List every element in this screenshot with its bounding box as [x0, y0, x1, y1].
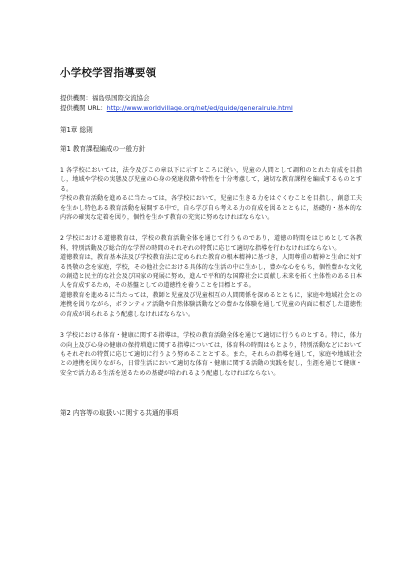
provider-url-line — [60, 103, 362, 113]
paragraph-2: 2 学校における道徳教育は，学校の教育活動全体を通じて行うものであり，道徳の時間をはじめとして各教科，特別活動及び総合的な学習の時間のそれぞれの特質に応じて適切な指導を行わなければならない。 — [60, 235, 362, 252]
document-page — [60, 66, 362, 418]
section-heading-1: 第1 教育課程編成の一般方針 — [60, 145, 146, 153]
paragraph-3: 3 学校における体育・健康に関する指導は，学校の教育活動全体を通じて適切に行うものとする。特に，体力の向上及び心身の健康の保持増進に関する指導については，体育科の時間はもとより，特別活動などにおいてもそれぞれの特質に応じて適切に行うよう努めることとする。また，それらの指導を通して，家庭や地域社会との連携を図りながら，日常生活において適切な体育・健康に関する活動の実践を促し，生涯を通じて健康・安全で活力ある生活を送るための基礎が培われるよう配慮しなければならない。 — [60, 332, 362, 377]
paragraph-2c: 道徳教育を進めるに当たっては，教師と児童及び児童相互の人間関係を深めるとともに，家庭や地域社会との連携を図りながら，ボランティア活動や自然体験活動などの豊かな体験を通して児童の内面に根ざした道徳性の育成が図られるよう配慮しなければならない。 — [60, 291, 362, 318]
provider-url-link[interactable]: http://www.worldvillage.org/net/ed/guide/generalrule.html — [106, 104, 293, 112]
paragraph-1b: 学校の教育活動を進めるに当たっては，各学校において，児童に生きる力をはぐくむことを目指し，創意工夫を生かし特色ある教育活動を展開する中で，自ら学び自ら考える力の育成を図るとともに，基礎的・基本的な内容の確実な定着を図り，個性を生かす教育の充実に努めなければならない。 — [60, 195, 362, 222]
provider-line: 提供機関：福島県国際交流協会 — [60, 94, 150, 102]
paragraph-block-1 — [60, 166, 362, 222]
chapter-heading: 第1章 総則 — [60, 126, 93, 134]
paragraph-block-2 — [60, 234, 362, 319]
paragraph-2b: 道徳教育は，教育基本法及び学校教育法に定められた教育の根本精神に基づき，人間尊重の精神と生命に対する畏敬の念を家庭，学校，その他社会における具体的な生活の中に生かし，豊かな心をもち，個性豊かな文化の創造と民主的な社会及び国家の発展に努め，進んで平和的な国際社会に貢献し未来を拓く主体性のある日本人を育成するため，その基盤としての道徳性を養うことを目標とする。 — [60, 254, 362, 290]
paragraph-block-3 — [60, 331, 362, 378]
paragraph-1: 1 各学校においては，法令及びこの章以下に示すところに従い，児童の人間として調和のとれた育成を目指し，地域や学校の実態及び児童の心身の発達段階や特性を十分考慮して，適切な教育課程を編成するものとする。 — [60, 167, 362, 193]
provider-url-label: 提供機関 URL： — [60, 104, 107, 112]
section-heading-2: 第2 内容等の取扱いに関する共通的事項 — [60, 409, 179, 418]
document-title: 小学校学習指導要領 — [60, 67, 157, 79]
